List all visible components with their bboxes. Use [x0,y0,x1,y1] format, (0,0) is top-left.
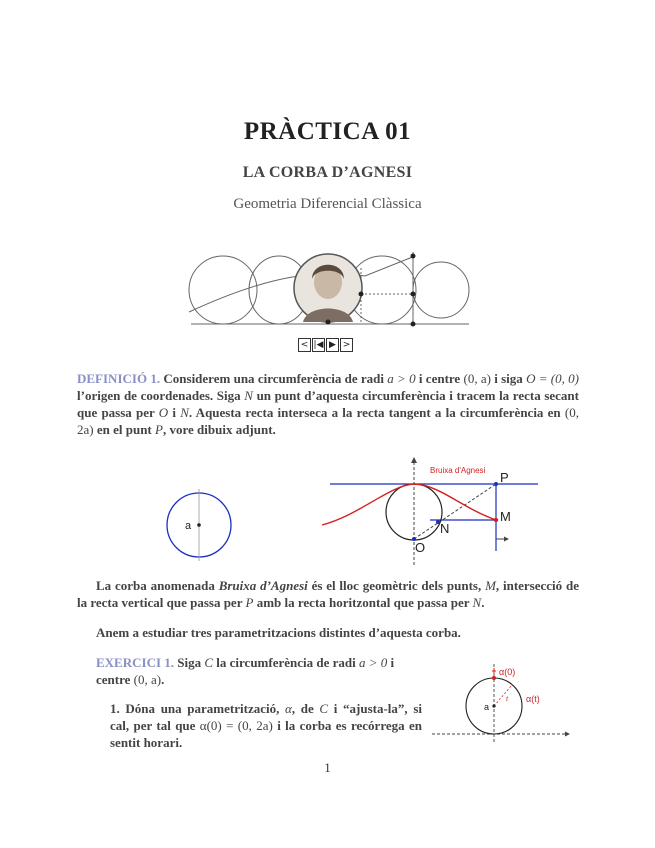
doodle-point [326,320,331,325]
point-P [494,482,498,486]
t-label: t [506,694,509,703]
math-expression: C [204,655,214,670]
math-expression: N [180,405,189,420]
arrow-right-icon [565,732,570,737]
math-expression: (0, a) [463,371,491,386]
alphat-label: α(t) [526,694,540,704]
center-point [492,704,495,707]
math-expression: N [472,595,482,610]
curve-label: Bruixa d'Agnesi [430,466,486,475]
text-segment: la circumferència de radi [213,655,360,670]
text-segment: amb la recta horitzontal que passa per [253,595,473,610]
arrow-right-icon [504,537,509,542]
alpha0-label: α(0) [499,667,516,677]
page-number: 1 [324,760,331,775]
math-expression: (0, 2a) [77,405,579,437]
math-expression: O = (0, 0) [526,371,579,386]
math-expression: M [485,578,496,593]
text-segment: i siga [490,371,527,386]
center-label: a [185,520,192,532]
small-circle-diagram [167,489,231,561]
text-segment: i centre [415,371,464,386]
definition-label: DEFINICIÓ 1. [77,371,161,386]
exercise-paragraph [96,654,428,688]
agnesi-curve [322,484,496,525]
doodle-point [359,292,364,297]
nav-play-button[interactable]: ▶ [326,338,339,352]
doodle-point [411,254,416,259]
math-expression: C [319,701,329,716]
center-point [197,523,201,527]
label-P: P [500,470,509,485]
agnesi-animation-figure [185,246,475,334]
item-number: 1. [110,701,120,716]
text-segment: l’origen de coordenades. Siga [77,388,245,403]
text-segment: . [161,672,165,687]
agnesi-construction [322,457,538,565]
label-N: N [440,521,450,536]
doodle-point [411,292,416,297]
agnesi-construction-figure [160,455,540,567]
label-O: O [415,540,426,555]
text-segment: és el lloc geomètric dels punts, [307,578,486,593]
animation-controls [298,332,354,352]
parametrization-figure [430,658,575,744]
text-segment: Siga [174,655,205,670]
curve-name: Bruixa d’Agnesi [218,578,308,593]
text-segment: un punt d’aquesta circumferència i tracem la recta secant que passa per [77,388,579,420]
doodle-point [411,322,416,327]
text-segment: i centre [96,655,395,687]
text-segment: i [168,405,181,420]
study-sentence: Anem a estudiar tres parametritzacions distintes d’aquesta corba. [96,625,461,640]
math-expression: P [245,595,254,610]
text-segment: en el punt [93,422,156,437]
nav-last-button[interactable]: > [340,338,353,352]
course-name: Geometria Diferencial Clàssica [233,196,422,212]
math-expression: α(0) = (0, 2a) [199,718,273,733]
math-expression: a > 0 [387,371,416,386]
math-expression: (0, a) [133,672,162,687]
math-expression: a > 0 [359,655,388,670]
secant-line [414,484,496,539]
text-segment: Considerem una circumferència de radi [160,371,388,386]
text-segment: , de [291,701,320,716]
radius-line [494,685,512,706]
text-segment: . [481,595,485,610]
definition-paragraph [77,370,579,438]
alpha0-tick [492,668,496,674]
exercise-item-1 [110,700,422,751]
math-expression: P [155,422,163,437]
text-segment: Dóna una parametrització, [119,701,286,716]
nav-back-button[interactable]: |◀ [313,340,324,350]
document-title: PRÀCTICA 01 [243,118,412,145]
text-segment: , vore dibuix adjunt. [162,422,276,437]
text-segment: i la corba es recórrega en sentit horari. [110,718,422,750]
math-expression: O [158,405,169,420]
text-segment: , intersecció de la recta vertical que passa per [77,578,579,610]
curve-text [77,577,579,611]
point-M [494,518,498,522]
doodle-circle-1 [189,256,257,324]
text-segment: La corba anomenada [96,578,219,593]
label-M: M [500,509,511,524]
text-segment: . Aquesta recta interseca a la recta tangent a la circumferència en [188,405,565,420]
doodle-circle-5 [413,262,469,318]
arrow-up-icon [411,457,417,463]
document-subtitle: LA CORBA D’AGNESI [242,164,413,181]
center-label: a [484,702,490,712]
exercise-label: EXERCICI 1. [96,655,175,670]
math-expression: N [244,388,253,403]
nav-first-button[interactable]: < [298,338,311,352]
curve-paragraph [77,577,579,611]
alpha0-point [492,676,496,680]
math-expression: α [285,701,292,716]
text-segment: i “ajusta-la”, si cal, per tal que [110,701,422,733]
